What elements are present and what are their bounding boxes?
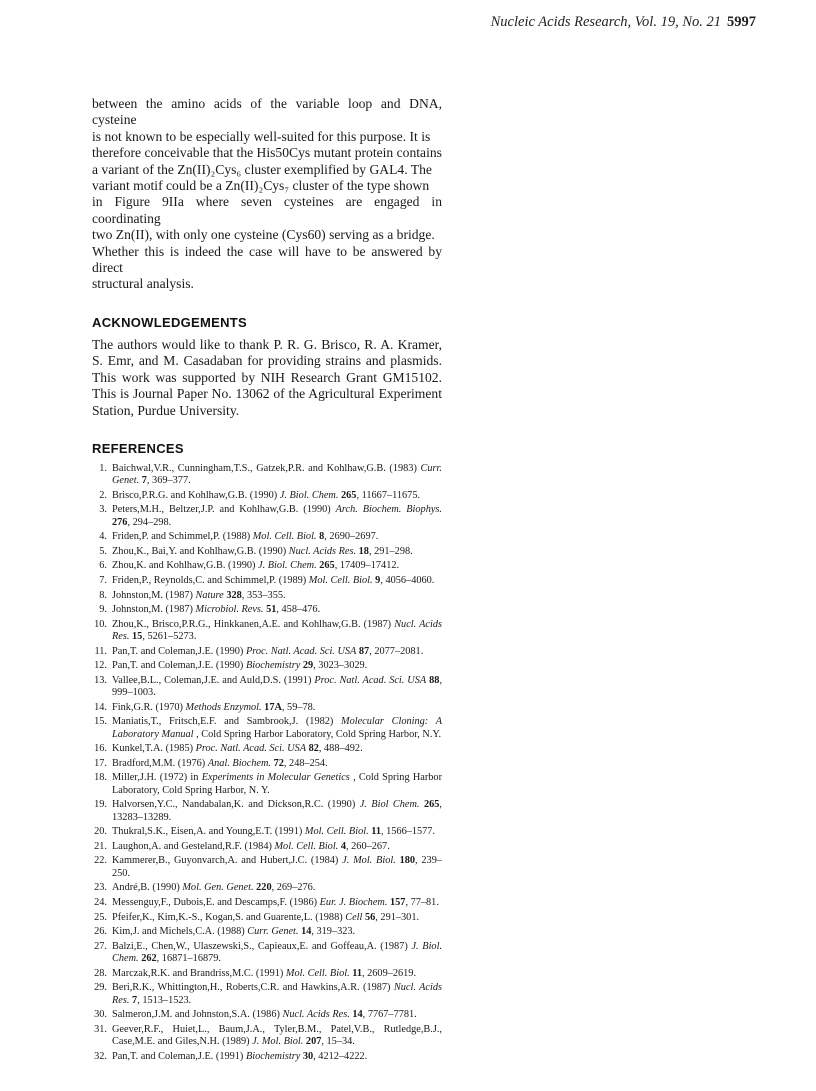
reference-number: 29.	[94, 982, 107, 994]
reference-journal: Cell	[345, 911, 363, 923]
reference-pages: , 260–267.	[346, 840, 390, 852]
reference-authors: Kammerer,B., Guyonvarch,A. and Hubert,J.C. (1984)	[112, 855, 339, 867]
reference-number: 30.	[94, 1009, 107, 1021]
reference-number: 17.	[94, 757, 107, 769]
paragraph-line: Whether this is indeed the case will have to be answered by direct	[92, 243, 442, 276]
reference-number: 20.	[94, 826, 107, 838]
reference-journal: Biochemistry	[245, 1050, 301, 1062]
reference-number: 32.	[94, 1050, 107, 1062]
reference-pages: , 15–34.	[321, 1035, 355, 1047]
reference-pages: , 17409–17412.	[334, 560, 400, 572]
reference-pages: , 4056–4060.	[380, 575, 435, 587]
reference-pages: , 248–254.	[283, 757, 328, 769]
reference-number: 23.	[94, 882, 107, 894]
reference-number: 3.	[99, 504, 107, 516]
reference-volume: 87	[358, 645, 370, 657]
reference-journal: Mol. Cell. Biol.	[274, 840, 339, 852]
reference-pages: , 7767–7781.	[362, 1009, 417, 1021]
reference-pages: , 5261–5273.	[142, 631, 197, 643]
reference-volume: 72	[273, 757, 284, 769]
reference-authors: Friden,P., Reynolds,C. and Schimmel,P. (1989)	[112, 575, 307, 587]
reference-volume: 328	[226, 589, 242, 601]
reference-item	[92, 504, 442, 529]
reference-authors: Peters,M.H., Beltzer,J.P. and Kohlhaw,G.B. (1990)	[112, 504, 331, 516]
reference-pages: , 294–298.	[127, 516, 172, 528]
reference-pages: , 269–276.	[271, 882, 316, 894]
reference-pages: , 1566–1577.	[380, 826, 436, 838]
reference-pages: , 488–492.	[318, 743, 363, 755]
reference-authors: Salmeron,J.M. and Johnston,S.A. (1986)	[112, 1009, 280, 1021]
reference-journal: Methods Enzymol.	[185, 701, 262, 713]
reference-item	[92, 982, 442, 1007]
reference-journal: Biochemistry	[245, 660, 301, 672]
reference-volume: 11	[371, 826, 381, 838]
reference-pages: , Cold Spring Harbor Laboratory, Cold Spring Harbor, N.Y.	[196, 728, 442, 740]
reference-journal: Mol. Cell. Biol.	[304, 826, 369, 838]
reference-journal: J. Biol Chem.	[359, 799, 420, 811]
reference-authors: Johnston,M. (1987)	[112, 589, 193, 601]
reference-pages: , 999–1003.	[112, 674, 443, 699]
reference-volume: 51	[266, 604, 277, 616]
reference-item	[92, 716, 442, 741]
reference-authors: Marczak,R.K. and Brandriss,M.C. (1991)	[112, 967, 284, 979]
reference-authors: Friden,P. and Schimmel,P. (1988)	[112, 531, 251, 543]
reference-volume: 14	[301, 926, 312, 938]
reference-authors: Halvorsen,Y.C., Nandabalan,K. and Dickson,R.C. (1990)	[112, 799, 356, 811]
reference-item	[92, 560, 442, 572]
reference-number: 6.	[99, 560, 107, 572]
reference-volume: 9	[375, 575, 381, 587]
reference-journal: Molecular Cloning: A Laboratory Manual	[112, 716, 442, 740]
reference-journal: J. Mol. Biol.	[342, 855, 396, 867]
reference-volume: 4	[340, 840, 346, 852]
reference-authors: Fink,G.R. (1970)	[112, 701, 183, 713]
reference-pages: , 291–301.	[375, 911, 420, 923]
paragraph-line: in Figure 9IIa where seven cysteines are engaged in coordinating	[92, 194, 442, 226]
reference-volume: 7	[132, 994, 138, 1006]
reference-item	[92, 799, 442, 824]
reference-item	[92, 882, 442, 894]
reference-number: 9.	[99, 604, 107, 616]
reference-authors: Geever,R.F., Huiet,L., Baum,J.A., Tyler,B.M., Patel,V.B., Rutledge,B.J., Case,M.E. and Giles,N.H. (1989)	[112, 1023, 442, 1047]
reference-number: 15.	[94, 716, 107, 728]
reference-number: 25.	[94, 911, 107, 923]
reference-pages: , 291–298.	[368, 545, 413, 557]
reference-journal: Mol. Cell. Biol.	[285, 967, 350, 979]
reference-item	[92, 897, 442, 909]
reference-authors: Messenguy,F., Dubois,E. and Descamps,F. (1986)	[112, 896, 318, 908]
reference-number: 19.	[94, 799, 107, 811]
reference-number: 4.	[99, 531, 107, 543]
reference-authors: Kim,J. and Michels,C.A. (1988)	[112, 926, 245, 938]
acknowledgements-text: The authors would like to thank P. R. G. Brisco, R. A. Kramer, S. Emr, and M. Casadaban for providing strains and plasmids. This work was supported by NIH Research Grant GM15102. This is Journal Paper No. 13062 of the Agricultural Experiment Station, Purdue University.	[92, 336, 442, 418]
reference-volume: 180	[399, 855, 416, 867]
reference-number: 21.	[94, 840, 107, 852]
reference-volume: 157	[389, 896, 406, 908]
reference-authors: Pan,T. and Coleman,J.E. (1990)	[112, 645, 244, 657]
reference-item	[92, 590, 442, 602]
reference-volume: 7	[141, 475, 147, 487]
reference-number: 28.	[94, 967, 107, 979]
reference-journal: Proc. Natl. Acad. Sci. USA	[195, 743, 306, 755]
journal-citation: Nucleic Acids Research, Vol. 19, No. 21	[490, 14, 721, 30]
reference-pages: , 239–250.	[112, 855, 442, 879]
reference-item	[92, 619, 442, 644]
paragraph-line: variant motif could be a Zn(II)₂Cys₇ cluster of the type shown	[92, 178, 430, 194]
reference-authors: Laughon,A. and Gesteland,R.F. (1984)	[112, 840, 272, 852]
reference-journal: J. Mol. Biol.	[252, 1035, 304, 1047]
reference-authors: Brisco,P.R.G. and Kohlhaw,G.B. (1990)	[112, 489, 278, 501]
reference-volume: 276	[112, 516, 128, 528]
reference-journal: Microbiol. Revs.	[195, 604, 264, 616]
reference-pages: , 11667–11675.	[356, 489, 421, 501]
reference-item	[92, 926, 442, 938]
reference-item	[92, 675, 442, 700]
reference-journal: Mol. Cell. Biol.	[252, 531, 317, 543]
reference-number: 27.	[94, 940, 107, 952]
reference-pages: , Cold Spring Harbor Laboratory, Cold Spring Harbor, N. Y.	[112, 772, 443, 796]
reference-list	[92, 463, 442, 1063]
reference-authors: Bradford,M.M. (1976)	[112, 757, 206, 769]
reference-volume: 265	[319, 560, 335, 572]
reference-journal: Proc. Natl. Acad. Sci. USA	[245, 645, 357, 657]
reference-number: 16.	[94, 743, 107, 755]
reference-item	[92, 841, 442, 853]
reference-authors: Johnston,M. (1987)	[112, 604, 193, 616]
reference-journal: Mol. Cell. Biol.	[308, 575, 373, 587]
reference-journal: Curr. Genet.	[112, 462, 442, 487]
reference-pages: , 369–377.	[146, 475, 191, 487]
reference-journal: Nucl. Acids Res.	[112, 982, 442, 1006]
reference-item	[92, 646, 442, 658]
reference-item	[92, 772, 442, 797]
reference-authors: Vallee,B.L., Coleman,J.E. and Auld,D.S. (1991)	[112, 674, 312, 686]
reference-pages: , 13283–13289.	[112, 799, 442, 823]
reference-item	[92, 941, 442, 966]
reference-number: 8.	[99, 589, 107, 601]
reference-authors: Zhou,K., Brisco,P.R.G., Hinkkanen,A.E. and Kohlhaw,G.B. (1987)	[112, 618, 392, 630]
reference-journal: J. Biol. Chem.	[258, 560, 317, 572]
reference-pages: , 2077–2081.	[369, 645, 424, 657]
paragraph-line: therefore conceivable that the His50Cys mutant protein contains	[92, 145, 442, 161]
reference-journal: Nucl. Acids Res.	[112, 618, 442, 643]
reference-journal: Proc. Natl. Acad. Sci. USA	[314, 674, 427, 686]
reference-pages: , 3023–3029.	[313, 660, 368, 672]
reference-pages: , 2690–2697.	[324, 531, 379, 543]
reference-journal: Curr. Genet.	[247, 926, 299, 938]
reference-authors: André,B. (1990)	[112, 882, 180, 894]
reference-item	[92, 912, 442, 924]
reference-number: 18.	[94, 772, 107, 784]
reference-volume: 15	[132, 631, 143, 643]
reference-journal: Arch. Biochem. Biophys.	[335, 504, 443, 516]
reference-volume: 265	[341, 489, 357, 501]
reference-volume: 17A	[264, 701, 282, 713]
reference-journal: J. Biol. Chem.	[112, 940, 443, 965]
reference-item	[92, 968, 442, 980]
reference-number: 12.	[94, 660, 107, 672]
reference-journal: Nucl. Acids Res.	[288, 545, 357, 557]
reference-item	[92, 1051, 442, 1063]
paragraph-line: structural analysis.	[92, 276, 194, 292]
reference-authors: Zhou,K. and Kohlhaw,G.B. (1990)	[112, 560, 256, 572]
reference-volume: 220	[256, 882, 272, 894]
reference-journal: Nature	[195, 589, 224, 601]
reference-number: 7.	[99, 575, 107, 587]
reference-journal: Eur. J. Biochem.	[319, 896, 388, 908]
reference-volume: 18	[358, 545, 369, 557]
reference-volume: 262	[141, 953, 157, 965]
reference-pages: , 2609–2619.	[361, 967, 417, 979]
reference-pages: , 458–476.	[276, 604, 321, 616]
reference-journal: Nucl. Acids Res.	[282, 1009, 350, 1021]
reference-volume: 82	[308, 743, 319, 755]
reference-volume: 14	[352, 1009, 363, 1021]
reference-authors: Maniatis,T., Fritsch,E.F. and Sambrook,J. (1982)	[112, 716, 334, 728]
reference-authors: Pan,T. and Coleman,J.E. (1990)	[112, 660, 244, 672]
reference-volume: 56	[364, 911, 376, 923]
reference-authors: Kunkel,T.A. (1985)	[112, 743, 194, 755]
page-number: 5997	[727, 14, 756, 30]
paragraph-line: between the amino acids of the variable loop and DNA, cysteine	[92, 96, 442, 128]
reference-pages: , 16871–16879.	[156, 953, 221, 965]
acknowledgements-heading: ACKNOWLEDGEMENTS	[92, 314, 248, 330]
reference-pages: , 59–78.	[281, 701, 316, 713]
reference-number: 31.	[94, 1023, 107, 1035]
reference-number: 5.	[99, 545, 107, 557]
reference-number: 22.	[94, 855, 107, 867]
reference-volume: 265	[423, 799, 440, 811]
body-paragraph	[92, 96, 442, 293]
reference-item	[92, 531, 442, 543]
reference-authors: Baichwal,V.R., Cunningham,T.S., Gatzek,P.R. and Kohlhaw,G.B. (1983)	[112, 462, 417, 474]
reference-journal: Anal. Biochem.	[207, 757, 272, 769]
reference-authors: Zhou,K., Bai,Y. and Kohlhaw,G.B. (1990)	[112, 545, 287, 557]
reference-item	[92, 490, 442, 502]
reference-item	[92, 546, 442, 558]
reference-pages: , 319–323.	[311, 926, 356, 938]
reference-number: 1.	[99, 462, 107, 474]
reference-item	[92, 575, 442, 587]
reference-volume: 207	[305, 1035, 322, 1047]
reference-item	[92, 826, 442, 838]
paragraph-line: two Zn(II), with only one cysteine (Cys60) serving as a bridge.	[92, 227, 435, 243]
running-head	[491, 14, 756, 31]
reference-pages: , 353–355.	[241, 589, 286, 601]
reference-item	[92, 660, 442, 672]
reference-volume: 29	[302, 660, 314, 672]
reference-item	[92, 604, 442, 616]
reference-number: 24.	[94, 896, 107, 908]
reference-pages: , 77–81.	[405, 896, 439, 908]
reference-number: 11.	[94, 645, 107, 657]
reference-item	[92, 743, 442, 755]
reference-volume: 8	[319, 531, 325, 543]
reference-authors: Pan,T. and Coleman,J.E. (1991)	[112, 1050, 244, 1062]
text-column	[92, 96, 442, 1065]
reference-item	[92, 702, 442, 714]
reference-journal: Experiments in Molecular Genetics	[201, 772, 350, 784]
reference-pages: , 4212–4222.	[313, 1050, 368, 1062]
reference-item	[92, 463, 442, 488]
reference-authors: Thukral,S.K., Eisen,A. and Young,E.T. (1991)	[112, 826, 303, 838]
reference-item	[92, 758, 442, 770]
reference-authors: Pfeifer,K., Kim,K.-S., Kogan,S. and Guarente,L. (1988)	[112, 911, 343, 923]
reference-number: 10.	[94, 618, 107, 630]
paragraph-line: a variant of the Zn(II)₂Cys₆ cluster exemplified by GAL4. The	[92, 161, 432, 177]
reference-number: 26.	[94, 926, 107, 938]
reference-authors: Miller,J.H. (1972) in	[112, 772, 199, 784]
reference-item	[92, 1024, 442, 1049]
reference-journal: J. Biol. Chem.	[279, 489, 339, 501]
reference-authors: Balzi,E., Chen,W., Ulaszewski,S., Capieaux,E. and Goffeau,A. (1987)	[112, 940, 408, 952]
reference-volume: 11	[352, 967, 362, 979]
reference-pages: , 1513–1523.	[137, 994, 192, 1006]
reference-number: 2.	[99, 489, 107, 501]
reference-item	[92, 1009, 442, 1021]
reference-number: 14.	[94, 701, 107, 713]
reference-volume: 88	[429, 674, 440, 686]
reference-item	[92, 855, 442, 880]
reference-journal: Mol. Gen. Genet.	[182, 882, 254, 894]
reference-authors: Beri,R.K., Whittington,H., Roberts,C.R. and Hawkins,A.R. (1987)	[112, 982, 391, 994]
references-heading: REFERENCES	[92, 440, 184, 456]
reference-number: 13.	[94, 674, 107, 686]
reference-volume: 30	[302, 1050, 314, 1062]
paragraph-line: is not known to be especially well-suited for this purpose. It is	[92, 128, 431, 144]
